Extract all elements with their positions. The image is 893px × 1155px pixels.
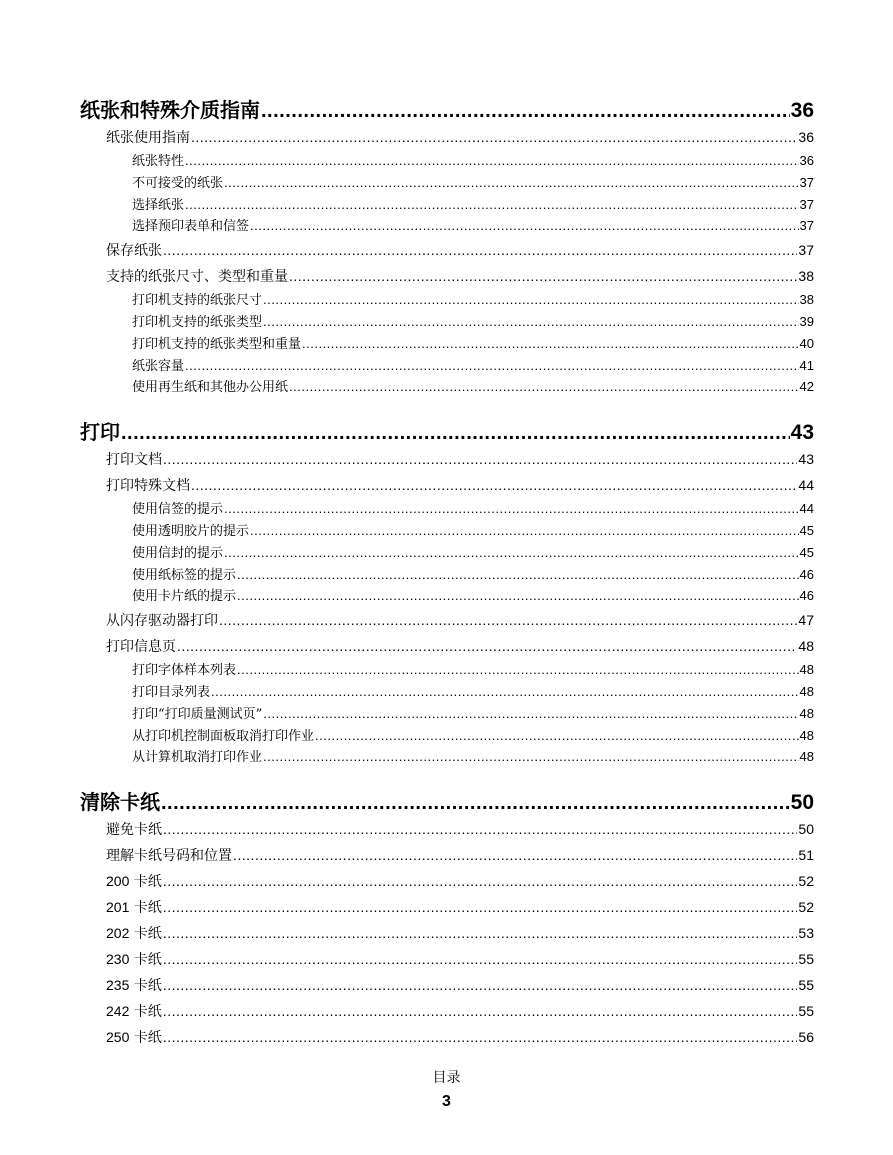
dot-leader — [211, 681, 799, 703]
toc-subsection[interactable] — [80, 150, 814, 172]
toc-subsection[interactable] — [80, 703, 814, 725]
entry-title: 打印机支持的纸张尺寸 — [132, 293, 263, 309]
toc-section[interactable] — [80, 607, 814, 633]
entry-page-number: 55 — [798, 977, 814, 994]
entry-number: 230 — [106, 951, 130, 968]
entry-title: 从闪存驱动器打印 — [106, 613, 218, 630]
dot-leader — [289, 263, 797, 289]
toc-section[interactable] — [80, 816, 814, 842]
entry-page-number: 53 — [798, 925, 814, 942]
dot-leader — [315, 725, 799, 747]
entry-title — [106, 1024, 162, 1050]
entry-title: 使用信签的提示 — [132, 502, 224, 518]
entry-title — [106, 998, 162, 1024]
toc-subsection[interactable] — [80, 564, 814, 586]
toc-section[interactable] — [80, 633, 814, 659]
dot-leader — [163, 894, 798, 920]
entry-page-number: 48 — [799, 662, 814, 678]
toc-subsection[interactable] — [80, 311, 814, 333]
entry-title-text: 卡纸 — [133, 952, 162, 969]
entry-title: 支持的纸张尺寸、类型和重量 — [106, 269, 288, 286]
entry-page-number: 45 — [799, 522, 814, 538]
dot-leader — [237, 585, 799, 607]
dot-leader — [261, 97, 790, 124]
dot-leader — [237, 659, 799, 681]
toc-section[interactable] — [80, 472, 814, 498]
entry-title — [106, 894, 162, 920]
entry-page-number: 37 — [799, 218, 814, 234]
entry-title: 打印机支持的纸张类型 — [132, 314, 263, 330]
entry-page-number: 41 — [799, 357, 814, 373]
entry-page-number: 48 — [799, 705, 814, 721]
entry-title: 纸张特性 — [132, 154, 185, 169]
entry-title: 打印目录列表 — [132, 684, 211, 700]
toc-subsection[interactable] — [80, 355, 814, 377]
toc-subsection[interactable] — [80, 725, 814, 747]
chapter-title: 清除卡纸 — [80, 790, 160, 815]
toc-subsection[interactable] — [80, 333, 814, 355]
entry-page-number: 48 — [799, 683, 814, 699]
entry-page-number: 38 — [798, 268, 814, 285]
dot-leader — [121, 419, 790, 446]
toc-subsection[interactable] — [80, 520, 814, 542]
dot-leader — [263, 311, 799, 333]
toc-subsection[interactable] — [80, 585, 814, 607]
dot-leader — [163, 816, 797, 842]
toc-section[interactable] — [80, 946, 814, 972]
dot-leader — [161, 789, 790, 816]
dot-leader — [219, 607, 797, 633]
toc-subsection[interactable] — [80, 542, 814, 564]
table-of-contents — [80, 96, 814, 1050]
dot-leader — [224, 172, 799, 194]
entry-page-number: 48 — [798, 638, 814, 655]
entry-title: 打印特殊文档 — [106, 478, 190, 495]
entry-title: 打印“打印质量测试页” — [132, 706, 263, 722]
toc-subsection[interactable] — [80, 376, 814, 398]
dot-leader — [289, 376, 799, 398]
entry-title: 纸张使用指南 — [106, 130, 190, 146]
dot-leader — [191, 472, 797, 498]
toc-section[interactable] — [80, 1024, 814, 1050]
dot-leader — [250, 215, 799, 237]
toc-chapter[interactable] — [80, 788, 814, 816]
entry-page-number: 36 — [798, 129, 814, 145]
entry-title — [106, 868, 162, 894]
chapter-page-number: 36 — [790, 99, 814, 122]
entry-title — [106, 920, 162, 946]
entry-title-text: 卡纸 — [133, 1004, 162, 1021]
toc-section[interactable] — [80, 998, 814, 1024]
entry-number: 202 — [106, 925, 130, 942]
toc-subsection[interactable] — [80, 746, 814, 768]
toc-section[interactable] — [80, 446, 814, 472]
toc-section[interactable] — [80, 972, 814, 998]
dot-leader — [163, 972, 798, 998]
entry-title: 不可接受的纸张 — [132, 175, 224, 191]
toc-subsection[interactable] — [80, 498, 814, 520]
toc-subsection[interactable] — [80, 194, 814, 216]
chapter-page-number: 50 — [790, 791, 814, 815]
entry-title: 打印文档 — [106, 452, 162, 469]
entry-number: 235 — [106, 977, 130, 994]
toc-section[interactable] — [80, 124, 814, 150]
dot-leader — [163, 920, 798, 946]
entry-page-number: 56 — [798, 1029, 814, 1046]
dot-leader — [163, 946, 798, 972]
dot-leader — [191, 124, 797, 150]
entry-title: 选择预印表单和信签 — [132, 219, 250, 235]
entry-page-number: 37 — [799, 174, 814, 190]
toc-section[interactable] — [80, 842, 814, 868]
dot-leader — [250, 520, 799, 542]
entry-page-number: 50 — [798, 821, 814, 838]
entry-title-text: 卡纸 — [133, 926, 162, 943]
chapter-title: 纸张和特殊介质指南 — [80, 98, 260, 122]
toc-section[interactable] — [80, 920, 814, 946]
entry-title-text: 卡纸 — [133, 900, 162, 917]
entry-title: 选择纸张 — [132, 197, 185, 213]
entry-page-number: 39 — [799, 313, 814, 329]
entry-page-number: 46 — [799, 588, 814, 604]
entry-title: 使用再生纸和其他办公用纸 — [132, 380, 289, 396]
entry-page-number: 46 — [799, 566, 814, 582]
dot-leader — [224, 498, 799, 520]
dot-leader — [302, 333, 799, 355]
toc-section[interactable] — [80, 263, 814, 289]
entry-title: 从计算机取消打印作业 — [132, 750, 263, 766]
toc-section[interactable] — [80, 237, 814, 263]
toc-subsection[interactable] — [80, 289, 814, 311]
entry-page-number: 37 — [799, 196, 814, 212]
entry-page-number: 52 — [798, 899, 814, 916]
toc-subsection[interactable] — [80, 215, 814, 237]
entry-title — [106, 972, 162, 998]
entry-page-number: 40 — [799, 335, 814, 351]
entry-number: 242 — [106, 1003, 130, 1020]
entry-page-number: 36 — [799, 153, 814, 168]
entry-page-number: 42 — [799, 379, 814, 395]
dot-leader — [177, 633, 797, 659]
entry-page-number: 45 — [799, 544, 814, 560]
dot-leader — [233, 842, 797, 868]
chapter-title: 打印 — [80, 420, 120, 445]
entry-title: 使用卡片纸的提示 — [132, 589, 237, 605]
dot-leader — [163, 446, 797, 472]
entry-number: 250 — [106, 1029, 130, 1046]
entry-page-number: 55 — [798, 1003, 814, 1020]
entry-title-text: 卡纸 — [133, 1030, 162, 1047]
dot-leader — [163, 868, 798, 894]
entry-title: 理解卡纸号码和位置 — [106, 848, 232, 865]
toc-subsection[interactable] — [80, 659, 814, 681]
footer-page-number: 3 — [442, 1093, 451, 1110]
entry-page-number: 55 — [798, 951, 814, 968]
entry-title: 保存纸张 — [106, 243, 162, 260]
entry-title: 避免卡纸 — [106, 822, 162, 839]
dot-leader — [163, 237, 797, 263]
entry-page-number: 44 — [798, 477, 814, 494]
dot-leader — [185, 355, 799, 377]
dot-leader — [263, 289, 799, 311]
entry-page-number: 51 — [798, 847, 814, 864]
entry-title: 使用纸标签的提示 — [132, 567, 237, 583]
entry-number: 200 — [106, 873, 130, 890]
entry-title-text: 卡纸 — [133, 978, 162, 995]
entry-title: 使用信封的提示 — [132, 545, 224, 561]
entry-page-number: 44 — [799, 501, 814, 517]
entry-page-number: 43 — [798, 451, 814, 468]
toc-subsection[interactable] — [80, 172, 814, 194]
entry-page-number: 38 — [799, 292, 814, 308]
entry-page-number: 48 — [799, 727, 814, 743]
entry-title: 打印字体样本列表 — [132, 663, 237, 679]
toc-section[interactable] — [80, 868, 814, 894]
dot-leader — [185, 194, 799, 216]
dot-leader — [263, 703, 798, 725]
entry-title: 从打印机控制面板取消打印作业 — [132, 728, 315, 744]
toc-chapter[interactable] — [80, 96, 814, 124]
entry-title — [106, 946, 162, 972]
entry-page-number: 48 — [799, 749, 814, 765]
entry-title: 使用透明胶片的提示 — [132, 523, 250, 539]
entry-title-text: 卡纸 — [133, 874, 162, 891]
entry-title: 纸张容量 — [132, 358, 185, 374]
dot-leader — [163, 998, 798, 1024]
toc-chapter[interactable] — [80, 418, 814, 446]
dot-leader — [263, 746, 799, 768]
chapter-page-number: 43 — [790, 421, 814, 445]
entry-number: 201 — [106, 899, 130, 916]
entry-page-number: 37 — [798, 242, 814, 259]
dot-leader — [224, 542, 799, 564]
toc-section[interactable] — [80, 894, 814, 920]
dot-leader — [185, 150, 799, 172]
footer-label: 目录 — [432, 1070, 461, 1086]
toc-subsection[interactable] — [80, 681, 814, 703]
dot-leader — [163, 1024, 798, 1050]
dot-leader — [237, 564, 799, 586]
entry-title: 打印机支持的纸张类型和重量 — [132, 336, 302, 352]
entry-title: 打印信息页 — [106, 639, 176, 656]
entry-page-number: 52 — [798, 873, 814, 890]
entry-page-number: 47 — [798, 612, 814, 629]
